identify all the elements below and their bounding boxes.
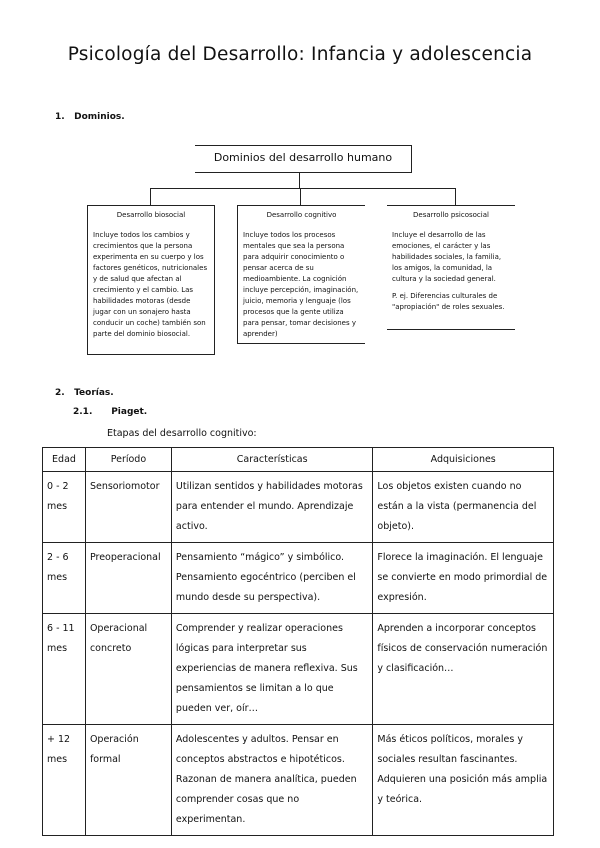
cell-caracteristicas: Pensamiento “mágico” y simbólico. Pensamiento egocéntrico (perciben el mundo desde su perspectiva). (171, 543, 372, 614)
table-row (43, 614, 554, 725)
table-row (43, 725, 554, 836)
cell-caracteristicas: Adolescentes y adultos. Pensar en conceptos abstractos e hipotéticos. Razonan de manera analítica, pueden comprender cosas que no experimentan. (171, 725, 372, 836)
table-row (43, 472, 554, 543)
section-label: Dominios. (74, 112, 125, 122)
cell-adquisiciones: Los objetos existen cuando no están a la vista (permanencia del objeto). (373, 472, 554, 543)
header-adquisiciones: Adquisiciones (373, 448, 554, 472)
node-body: Incluye todos los cambios y crecimientos que la persona experimenta en su cuerpo y los factores genéticos, nutricionales y de salud que afectan al crecimiento y el cambio. Las habilidades motoras (desde jugar con un sonajero hasta conducir un coche) también son parte del dominio biosocial. (93, 231, 208, 338)
connector-line (299, 173, 300, 188)
cell-periodo: Sensoriomotor (85, 472, 171, 543)
table-header-row (43, 448, 554, 472)
cell-adquisiciones: Más éticos políticos, morales y sociales resultan fascinantes. Adquieren una posición más amplia y teórica. (373, 725, 554, 836)
diagram-node-psicosocial (387, 205, 515, 330)
piaget-stages-table (42, 447, 554, 836)
diagram-node-cognitivo (237, 205, 365, 344)
cell-edad: 2 - 6 mes (43, 543, 86, 614)
section-number: 2.1. (73, 407, 93, 417)
connector-line (455, 188, 456, 205)
node-title: Desarrollo psicosocial (413, 211, 489, 219)
section-2-1-heading (73, 407, 147, 417)
section-number: 2. (55, 388, 65, 398)
section-2-heading (55, 388, 114, 398)
node-title: Desarrollo biosocial (116, 211, 186, 219)
diagram-root-node: Dominios del desarrollo humano (195, 145, 412, 173)
node-example: P. ej. Diferencias culturales de "apropiación" de roles sexuales. (392, 292, 505, 311)
node-title: Desarrollo cognitivo (266, 211, 337, 219)
cell-edad: + 12 mes (43, 725, 86, 836)
cell-periodo: Preoperacional (85, 543, 171, 614)
connector-line (150, 188, 151, 205)
cell-periodo: Operacional concreto (85, 614, 171, 725)
connector-line (300, 188, 301, 205)
section-1-heading (55, 112, 125, 122)
section-number: 1. (55, 112, 65, 122)
header-edad: Edad (43, 448, 86, 472)
cell-edad: 0 - 2 mes (43, 472, 86, 543)
cell-caracteristicas: Comprender y realizar operaciones lógicas para interpretar sus experiencias de manera reflexiva. Sus pensamientos se limitan a lo que pueden ver, oír… (171, 614, 372, 725)
node-body: Incluye todos los procesos mentales que sea la persona para adquirir conocimiento o pensar acerca de su medioambiente. La cognición incluye percepción, imaginación, juicio, memoria y lenguaje (los procesos que la gente utiliza para pensar, tomar decisiones y aprender) (243, 231, 359, 338)
document-title: Psicología del Desarrollo: Infancia y adolescencia (67, 44, 533, 65)
cell-caracteristicas: Utilizan sentidos y habilidades motoras para entender el mundo. Aprendizaje activo. (171, 472, 372, 543)
cell-adquisiciones: Florece la imaginación. El lenguaje se convierte en modo primordial de expresión. (373, 543, 554, 614)
diagram-node-biosocial (87, 205, 215, 355)
header-caracteristicas: Características (171, 448, 372, 472)
connector-line (150, 188, 455, 189)
cell-periodo: Operación formal (85, 725, 171, 836)
table-caption: Etapas del desarrollo cognitivo: (107, 428, 257, 439)
header-periodo: Período (85, 448, 171, 472)
section-label: Piaget. (111, 407, 148, 417)
section-label: Teorías. (74, 388, 114, 398)
cell-adquisiciones: Aprenden a incorporar conceptos físicos de conservación numeración y clasificación… (373, 614, 554, 725)
table-row (43, 543, 554, 614)
node-body: Incluye el desarrollo de las emociones, el carácter y las habilidades sociales, la familia, los amigos, la comunidad, la cultura y la sociedad general. (392, 231, 502, 283)
cell-edad: 6 - 11 mes (43, 614, 86, 725)
